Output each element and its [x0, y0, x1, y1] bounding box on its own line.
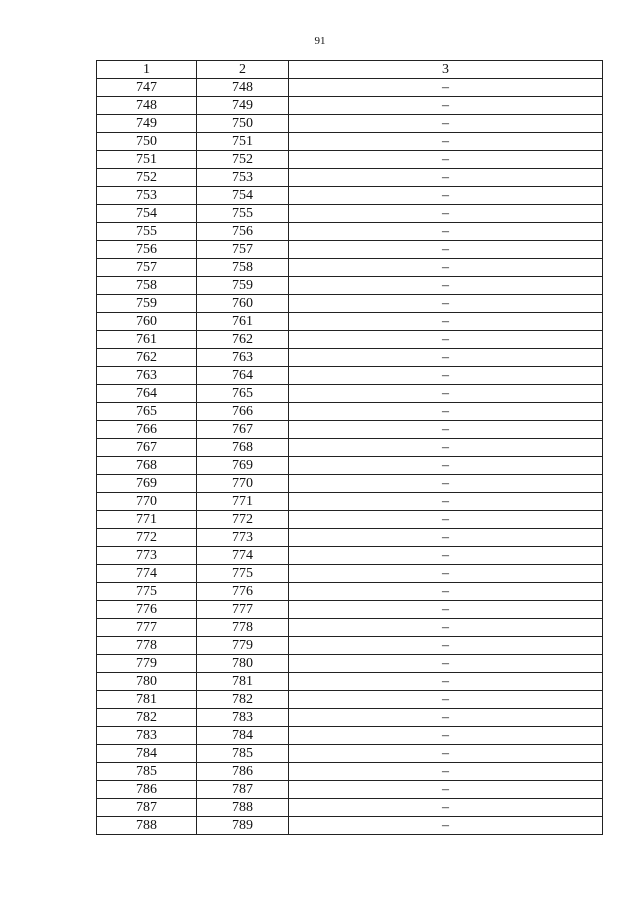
table-row	[97, 493, 603, 511]
table-cell-col-1: 752	[97, 169, 197, 187]
table-row	[97, 349, 603, 367]
table-cell-col-1: 770	[97, 493, 197, 511]
table-row	[97, 691, 603, 709]
table-cell-col-3: –	[289, 511, 603, 529]
table-cell-col-3: –	[289, 583, 603, 601]
table-header	[97, 61, 603, 79]
table-cell-col-3: –	[289, 97, 603, 115]
table-cell-col-3: –	[289, 421, 603, 439]
table-row	[97, 709, 603, 727]
table-cell-col-1: 748	[97, 97, 197, 115]
table-cell-col-3: –	[289, 403, 603, 421]
table-cell-col-3: –	[289, 817, 603, 835]
table-cell-col-1: 783	[97, 727, 197, 745]
table-cell-col-3: –	[289, 79, 603, 97]
table-cell-col-1: 772	[97, 529, 197, 547]
table-cell-col-3: –	[289, 655, 603, 673]
table-cell-col-3: –	[289, 385, 603, 403]
table-row	[97, 457, 603, 475]
table-cell-col-1: 782	[97, 709, 197, 727]
table-row	[97, 115, 603, 133]
table-cell-col-2: 770	[197, 475, 289, 493]
table-cell-col-3: –	[289, 367, 603, 385]
table-cell-col-2: 752	[197, 151, 289, 169]
table-cell-col-3: –	[289, 673, 603, 691]
table-cell-col-1: 787	[97, 799, 197, 817]
table-row	[97, 241, 603, 259]
table-cell-col-1: 776	[97, 601, 197, 619]
table-row	[97, 133, 603, 151]
table-cell-col-2: 764	[197, 367, 289, 385]
table-cell-col-2: 748	[197, 79, 289, 97]
table-cell-col-2: 789	[197, 817, 289, 835]
table-cell-col-1: 763	[97, 367, 197, 385]
table-row	[97, 385, 603, 403]
table-cell-col-3: –	[289, 493, 603, 511]
table-row	[97, 331, 603, 349]
table-cell-col-1: 747	[97, 79, 197, 97]
table-row	[97, 313, 603, 331]
table-row	[97, 583, 603, 601]
column-header-3: 3	[289, 61, 603, 79]
table-cell-col-2: 765	[197, 385, 289, 403]
data-table	[96, 60, 603, 835]
table-cell-col-1: 773	[97, 547, 197, 565]
table-cell-col-2: 768	[197, 439, 289, 457]
table-cell-col-1: 761	[97, 331, 197, 349]
table-cell-col-3: –	[289, 529, 603, 547]
table-cell-col-3: –	[289, 313, 603, 331]
table-cell-col-3: –	[289, 601, 603, 619]
header-row	[97, 61, 603, 79]
table-cell-col-2: 759	[197, 277, 289, 295]
table-row	[97, 799, 603, 817]
table-cell-col-3: –	[289, 745, 603, 763]
table-cell-col-3: –	[289, 133, 603, 151]
table-cell-col-2: 750	[197, 115, 289, 133]
table-cell-col-2: 751	[197, 133, 289, 151]
table-cell-col-3: –	[289, 457, 603, 475]
table-cell-col-1: 767	[97, 439, 197, 457]
table-cell-col-1: 759	[97, 295, 197, 313]
table-cell-col-2: 758	[197, 259, 289, 277]
table-cell-col-1: 781	[97, 691, 197, 709]
table-cell-col-1: 777	[97, 619, 197, 637]
table-cell-col-3: –	[289, 259, 603, 277]
table-row	[97, 79, 603, 97]
table-cell-col-1: 749	[97, 115, 197, 133]
table-cell-col-1: 753	[97, 187, 197, 205]
table-cell-col-3: –	[289, 547, 603, 565]
table-cell-col-3: –	[289, 763, 603, 781]
table-cell-col-2: 763	[197, 349, 289, 367]
table-cell-col-3: –	[289, 439, 603, 457]
table-cell-col-3: –	[289, 691, 603, 709]
table-cell-col-2: 766	[197, 403, 289, 421]
table-cell-col-1: 755	[97, 223, 197, 241]
table-cell-col-2: 754	[197, 187, 289, 205]
table-cell-col-1: 765	[97, 403, 197, 421]
table-cell-col-2: 779	[197, 637, 289, 655]
table-row	[97, 277, 603, 295]
table-cell-col-1: 751	[97, 151, 197, 169]
table-cell-col-2: 772	[197, 511, 289, 529]
table-cell-col-1: 774	[97, 565, 197, 583]
column-header-1: 1	[97, 61, 197, 79]
table-cell-col-2: 761	[197, 313, 289, 331]
table-body	[97, 79, 603, 835]
table-row	[97, 475, 603, 493]
table-cell-col-1: 779	[97, 655, 197, 673]
table-cell-col-2: 776	[197, 583, 289, 601]
table-cell-col-2: 755	[197, 205, 289, 223]
table-cell-col-1: 769	[97, 475, 197, 493]
table-cell-col-1: 756	[97, 241, 197, 259]
table-row	[97, 223, 603, 241]
table-cell-col-2: 778	[197, 619, 289, 637]
table-cell-col-3: –	[289, 277, 603, 295]
page-number: 91	[314, 35, 326, 47]
table-cell-col-2: 777	[197, 601, 289, 619]
table-row	[97, 367, 603, 385]
table-cell-col-2: 781	[197, 673, 289, 691]
table-cell-col-2: 782	[197, 691, 289, 709]
table-cell-col-3: –	[289, 781, 603, 799]
table-cell-col-2: 775	[197, 565, 289, 583]
table-row	[97, 205, 603, 223]
table-cell-col-2: 757	[197, 241, 289, 259]
table-cell-col-1: 788	[97, 817, 197, 835]
table-cell-col-1: 762	[97, 349, 197, 367]
table-row	[97, 655, 603, 673]
table-cell-col-3: –	[289, 349, 603, 367]
table-cell-col-1: 784	[97, 745, 197, 763]
table-cell-col-2: 769	[197, 457, 289, 475]
table-cell-col-1: 785	[97, 763, 197, 781]
table-row	[97, 421, 603, 439]
table-cell-col-3: –	[289, 187, 603, 205]
table-cell-col-3: –	[289, 241, 603, 259]
table-cell-col-2: 785	[197, 745, 289, 763]
table-cell-col-1: 760	[97, 313, 197, 331]
table-row	[97, 601, 603, 619]
table-row	[97, 547, 603, 565]
table-cell-col-2: 753	[197, 169, 289, 187]
table-cell-col-1: 757	[97, 259, 197, 277]
table-cell-col-2: 773	[197, 529, 289, 547]
table-row	[97, 169, 603, 187]
table-row	[97, 439, 603, 457]
table-cell-col-2: 787	[197, 781, 289, 799]
table-cell-col-1: 768	[97, 457, 197, 475]
table-cell-col-1: 775	[97, 583, 197, 601]
table-cell-col-3: –	[289, 151, 603, 169]
table-cell-col-1: 758	[97, 277, 197, 295]
table-cell-col-3: –	[289, 169, 603, 187]
table-cell-col-2: 756	[197, 223, 289, 241]
table-cell-col-2: 762	[197, 331, 289, 349]
table-cell-col-1: 771	[97, 511, 197, 529]
table-cell-col-2: 767	[197, 421, 289, 439]
table-row	[97, 673, 603, 691]
table-cell-col-2: 784	[197, 727, 289, 745]
table-cell-col-3: –	[289, 331, 603, 349]
table-cell-col-3: –	[289, 637, 603, 655]
table-row	[97, 565, 603, 583]
table-row	[97, 619, 603, 637]
table-row	[97, 529, 603, 547]
table-cell-col-2: 780	[197, 655, 289, 673]
table-cell-col-2: 783	[197, 709, 289, 727]
table-cell-col-1: 780	[97, 673, 197, 691]
table-row	[97, 817, 603, 835]
table-row	[97, 781, 603, 799]
table-cell-col-1: 778	[97, 637, 197, 655]
table-cell-col-3: –	[289, 565, 603, 583]
table-row	[97, 97, 603, 115]
table-cell-col-1: 750	[97, 133, 197, 151]
table-row	[97, 511, 603, 529]
table-cell-col-2: 760	[197, 295, 289, 313]
table-cell-col-3: –	[289, 475, 603, 493]
table-cell-col-3: –	[289, 727, 603, 745]
table-cell-col-3: –	[289, 295, 603, 313]
table-row	[97, 403, 603, 421]
table-cell-col-3: –	[289, 115, 603, 133]
table-cell-col-2: 749	[197, 97, 289, 115]
table-cell-col-2: 774	[197, 547, 289, 565]
table-cell-col-3: –	[289, 205, 603, 223]
table-row	[97, 151, 603, 169]
table-cell-col-3: –	[289, 799, 603, 817]
table-cell-col-1: 766	[97, 421, 197, 439]
table-row	[97, 745, 603, 763]
table-row	[97, 295, 603, 313]
table-row	[97, 727, 603, 745]
table-cell-col-1: 764	[97, 385, 197, 403]
table-cell-col-3: –	[289, 223, 603, 241]
table-cell-col-2: 771	[197, 493, 289, 511]
table-cell-col-2: 788	[197, 799, 289, 817]
table-cell-col-3: –	[289, 709, 603, 727]
table-row	[97, 187, 603, 205]
column-header-2: 2	[197, 61, 289, 79]
table-cell-col-1: 786	[97, 781, 197, 799]
table-row	[97, 637, 603, 655]
table-row	[97, 763, 603, 781]
table-cell-col-1: 754	[97, 205, 197, 223]
table-cell-col-2: 786	[197, 763, 289, 781]
table-row	[97, 259, 603, 277]
table-cell-col-3: –	[289, 619, 603, 637]
